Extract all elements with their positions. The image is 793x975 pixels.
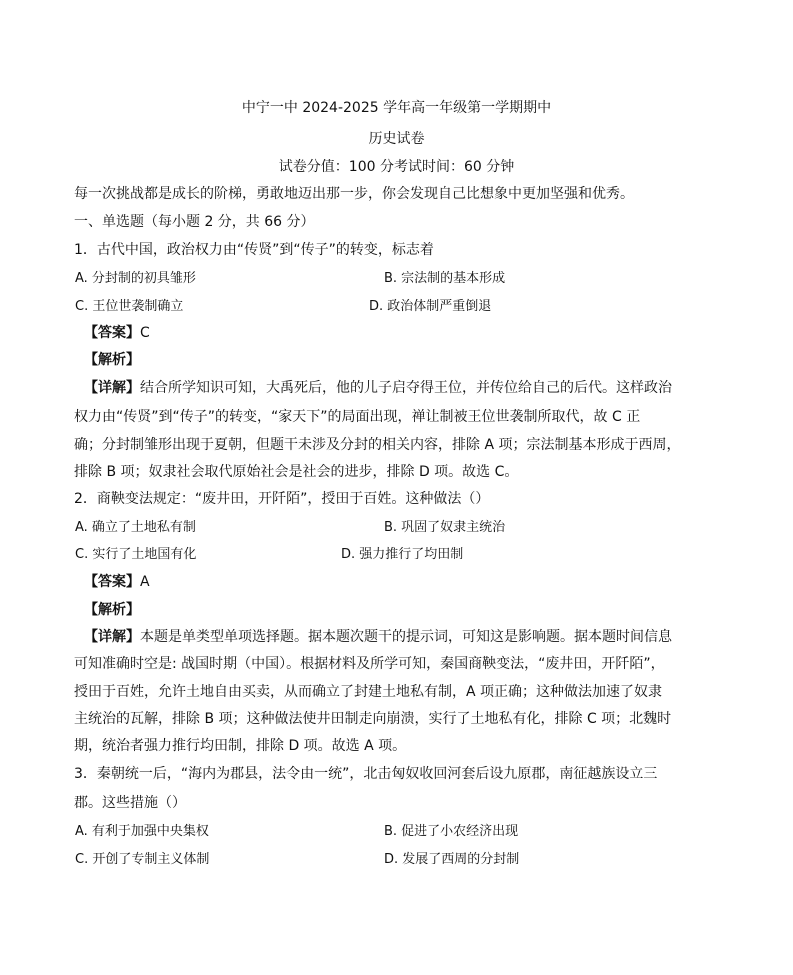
question-1-option-c: C. 王位世袭制确立 xyxy=(75,299,184,314)
question-1-detail-line xyxy=(84,377,672,397)
question-2-answer xyxy=(84,571,150,591)
detail-text: 结合所学知识可知，大禹死后，他的儿子启夺得王位，并传位给自己的后代。这样政治 xyxy=(140,380,672,396)
question-3-stem: 郡。这些措施（） xyxy=(74,795,186,811)
question-1-option-a: A. 分封制的初具雏形 xyxy=(75,271,196,286)
question-2-analysis-label: 【解析】 xyxy=(84,602,140,618)
exam-info: 试卷分值：100 分考试时间：60 分钟 xyxy=(278,159,515,175)
question-3-option-b: B. 促进了小农经济出现 xyxy=(384,824,519,839)
question-3-stem: 3．秦朝统一后，“海内为郡县，法令由一统”，北击匈奴收回河套后设九原郡，南征越族设立三 xyxy=(74,766,658,782)
question-1-detail-line: 排除 B 项；奴隶社会取代原始社会是社会的进步，排除 D 项。故选 C。 xyxy=(74,464,519,480)
question-2-option-a: A. 确立了土地私有制 xyxy=(75,520,196,535)
question-1-analysis-label: 【解析】 xyxy=(84,352,140,368)
question-1-answer xyxy=(84,322,150,342)
question-3-option-a: A. 有利于加强中央集权 xyxy=(75,824,209,839)
question-1-detail-line: 确；分封制雏形出现于夏朝，但题干未涉及分封的相关内容，排除 A 项；宗法制基本形成于西周， xyxy=(74,437,681,453)
question-2-detail-line xyxy=(84,626,672,646)
question-3-option-c: C. 开创了专制主义体制 xyxy=(75,852,210,867)
question-3-option-d: D. 发展了西周的分封制 xyxy=(384,852,520,867)
motto: 每一次挑战都是成长的阶梯，勇敢地迈出那一步，你会发现自己比想象中更加坚强和优秀。 xyxy=(74,186,634,202)
question-2-option-b: B. 巩固了奴隶主统治 xyxy=(384,520,506,535)
question-1-option-b: B. 宗法制的基本形成 xyxy=(384,271,506,286)
answer-label: 【答案】 xyxy=(84,574,140,590)
question-2-option-c: C. 实行了土地国有化 xyxy=(75,547,197,562)
detail-label: 【详解】 xyxy=(84,380,140,396)
question-1-option-d: D. 政治体制严重倒退 xyxy=(369,299,492,314)
question-2-detail-line: 期，统治者强力推行均田制，排除 D 项。故选 A 项。 xyxy=(74,738,407,754)
section-title: 一、单选题（每小题 2 分，共 66 分） xyxy=(74,214,315,230)
question-1-detail-line: 权力由“传贤”到“传子”的转变，“家天下”的局面出现，禅让制被王位世袭制所取代，故 C 正 xyxy=(74,409,641,425)
subject-title: 历史试卷 xyxy=(368,131,425,147)
detail-label: 【详解】 xyxy=(84,629,140,645)
detail-text: 本题是单类型单项选择题。据本题次题干的提示词，可知这是影响题。据本题时间信息 xyxy=(140,629,672,645)
question-2-detail-line: 可知准确时空是: 战国时期（中国）。根据材料及所学可知，秦国商鞅变法，“废井田，开阡陌”， xyxy=(74,656,665,672)
question-2-stem: 2．商鞅变法规定：“废井田，开阡陌”，授田于百姓。这种做法（） xyxy=(74,491,490,507)
question-2-detail-line: 授田于百姓，允许土地自由买卖，从而确立了封建土地私有制，A 项正确；这种做法加速了奴隶 xyxy=(74,684,663,700)
answer-label: 【答案】 xyxy=(84,325,140,341)
question-1-stem: 1．古代中国，政治权力由“传贤”到“传子”的转变，标志着 xyxy=(74,242,434,258)
question-2-detail-line: 主统治的瓦解，排除 B 项；这种做法使井田制走向崩溃，实行了土地私有化，排除 C 项；北魏时 xyxy=(74,711,672,727)
answer-value: A xyxy=(140,574,150,590)
school-title: 中宁一中 2024-2025 学年高一年级第一学期期中 xyxy=(241,100,552,116)
question-2-option-d: D. 强力推行了均田制 xyxy=(341,547,464,562)
answer-value: C xyxy=(140,325,150,341)
